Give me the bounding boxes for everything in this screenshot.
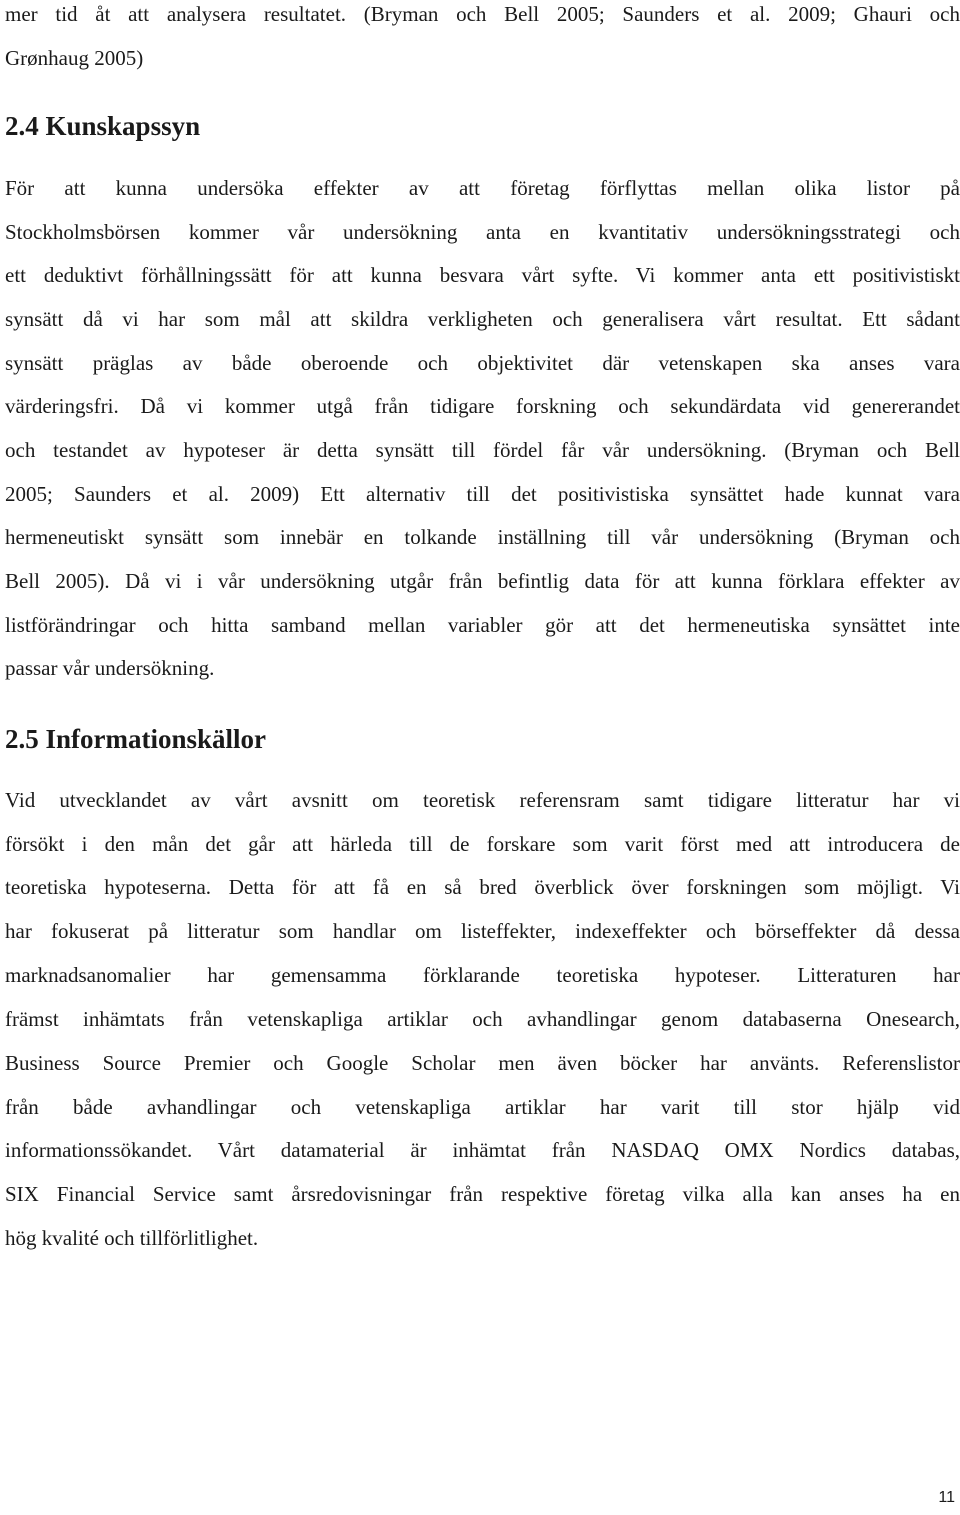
paragraph-line: Grønhaug 2005) bbox=[5, 46, 144, 70]
paragraph-line: informationssökandet. Vårt datamaterial är inhämtat från NASDAQ OMX Nordics databas, bbox=[5, 1138, 960, 1162]
paragraph-line: Vid utvecklandet av vårt avsnitt om teoretisk referensram samt tidigare litteratur har vi bbox=[5, 788, 960, 812]
paragraph-line: och testandet av hypoteser är detta synsätt till fördel får vår undersökning. (Bryman och Bell bbox=[5, 438, 960, 462]
paragraph-line: hermeneutiskt synsätt som innebär en tolkande inställning till vår undersökning (Bryman och bbox=[5, 525, 960, 549]
paragraph-line: 2005; Saunders et al. 2009) Ett alternativ till det positivistiska synsättet hade kunnat vara bbox=[5, 482, 960, 506]
paragraph-line: hög kvalité och tillförlitlighet. bbox=[5, 1226, 259, 1250]
paragraph-line: passar vår undersökning. bbox=[5, 656, 215, 680]
paragraph-line: För att kunna undersöka effekter av att företag förflyttas mellan olika listor på bbox=[5, 176, 960, 200]
paragraph-line: Stockholmsbörsen kommer vår undersökning anta en kvantitativ undersökningsstrategi och bbox=[5, 220, 960, 244]
section-heading: 2.5 Informationskällor bbox=[5, 724, 267, 754]
page-number: 11 bbox=[938, 1489, 955, 1506]
paragraph-line: synsätt präglas av både oberoende och objektivitet där vetenskapen ska anses vara bbox=[5, 351, 960, 375]
paragraph-line: försökt i den mån det går att härleda till de forskare som varit först med att introducera de bbox=[5, 832, 960, 856]
paragraph-line: har fokuserat på litteratur som handlar om listeffekter, indexeffekter och börseffekter då dessa bbox=[5, 919, 960, 943]
paragraph-line: listförändringar och hitta samband mellan variabler gör att det hermeneutiska synsättet inte bbox=[5, 613, 960, 637]
paragraph-line: Bell 2005). Då vi i vår undersökning utgår från befintlig data för att kunna förklara effekter av bbox=[5, 569, 960, 593]
paragraph-line: teoretiska hypoteserna. Detta för att få en så bred överblick över forskningen som möjligt. Vi bbox=[5, 875, 960, 899]
section-heading: 2.4 Kunskapssyn bbox=[5, 111, 201, 141]
paragraph-line: från både avhandlingar och vetenskapliga artiklar har varit till stor hjälp vid bbox=[5, 1095, 960, 1119]
paragraph-line: främst inhämtats från vetenskapliga artiklar och avhandlingar genom databaserna Onesearch, bbox=[5, 1007, 960, 1031]
paragraph-line: marknadsanomalier har gemensamma förklarande teoretiska hypoteser. Litteraturen har bbox=[5, 963, 960, 987]
paragraph-line: ett deduktivt förhållningssätt för att kunna besvara vårt syfte. Vi kommer anta ett positivistiskt bbox=[5, 263, 960, 287]
paragraph-line: värderingsfri. Då vi kommer utgå från tidigare forskning och sekundärdata vid genererandet bbox=[5, 394, 960, 418]
paragraph-line: synsätt då vi har som mål att skildra verkligheten och generalisera vårt resultat. Ett sådant bbox=[5, 307, 960, 331]
paragraph-line: mer tid åt att analysera resultatet. (Bryman och Bell 2005; Saunders et al. 2009; Ghauri och bbox=[5, 2, 960, 26]
paragraph-line: SIX Financial Service samt årsredovisningar från respektive företag vilka alla kan anses ha en bbox=[5, 1182, 960, 1206]
paragraph-line: Business Source Premier och Google Scholar men även böcker har använts. Referenslistor bbox=[5, 1051, 960, 1075]
